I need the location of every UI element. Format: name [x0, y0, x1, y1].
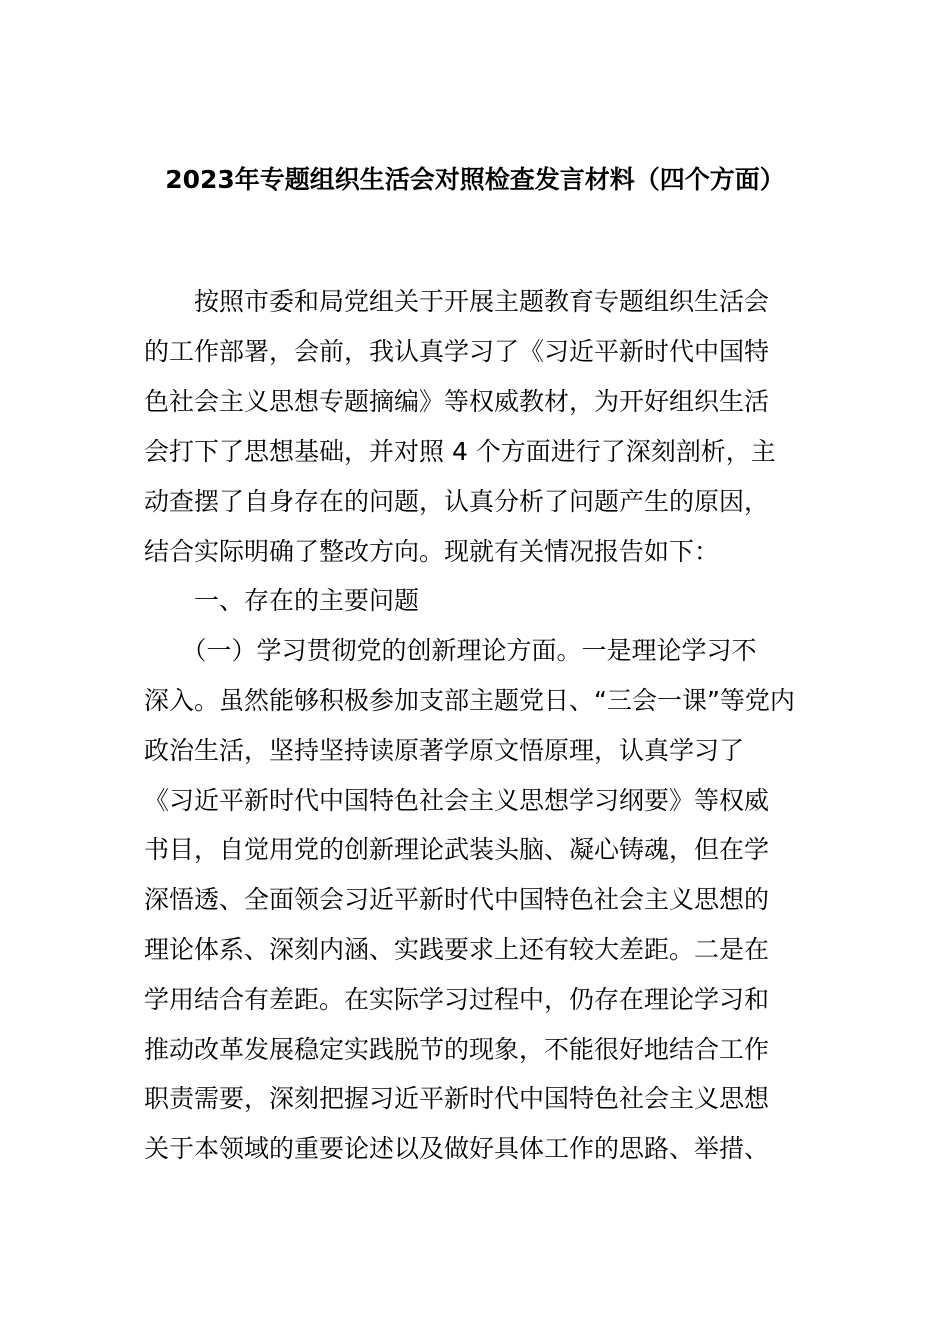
section-heading: 一、存在的主要问题	[144, 586, 420, 615]
body-line-16: 推动改革发展稳定实践脱节的现象，不能很好地结合工作	[144, 1035, 770, 1064]
body-line-10: 政治生活，坚持坚持读原著学原文悟原理，认真学习了	[144, 736, 745, 765]
body-line-12: 书目，自觉用党的创新理论武装头脑、凝心铸魂，但在学	[144, 835, 770, 864]
body-line-11: 《习近平新时代中国特色社会主义思想学习纲要》等权威	[144, 786, 770, 815]
document-title: 2023年专题组织生活会对照检查发言材料（四个方面）	[165, 165, 785, 194]
body-line-13: 深悟透、全面领会习近平新时代中国特色社会主义思想的	[144, 885, 770, 914]
body-line-15: 学用结合有差距。在实际学习过程中，仍存在理论学习和	[144, 985, 770, 1014]
body-line-6: 结合实际明确了整改方向。现就有关情况报告如下：	[144, 537, 720, 566]
body-line-14: 理论体系、深刻内涵、实践要求上还有较大差距。二是在	[144, 935, 770, 964]
body-line-4: 会打下了思想基础，并对照 4 个方面进行了深刻剖析，主	[144, 437, 776, 466]
body-line-2: 的工作部署，会前，我认真学习了《习近平新时代中国特	[144, 337, 770, 366]
body-line-9: 深入。虽然能够积极参加支部主题党日、“三会一课”等党内	[144, 686, 795, 715]
body-line-1: 按照市委和局党组关于开展主题教育专题组织生活会	[144, 287, 770, 316]
body-line-17: 职责需要，深刻把握习近平新时代中国特色社会主义思想	[144, 1084, 770, 1113]
body-line-8: （一）学习贯彻党的创新理论方面。一是理论学习不	[144, 636, 757, 665]
body-line-18: 关于本领域的重要论述以及做好具体工作的思路、举措、	[144, 1134, 770, 1163]
body-line-3: 色社会主义思想专题摘编》等权威教材，为开好组织生活	[144, 387, 770, 416]
body-line-5: 动查摆了自身存在的问题，认真分析了问题产生的原因，	[144, 487, 770, 516]
